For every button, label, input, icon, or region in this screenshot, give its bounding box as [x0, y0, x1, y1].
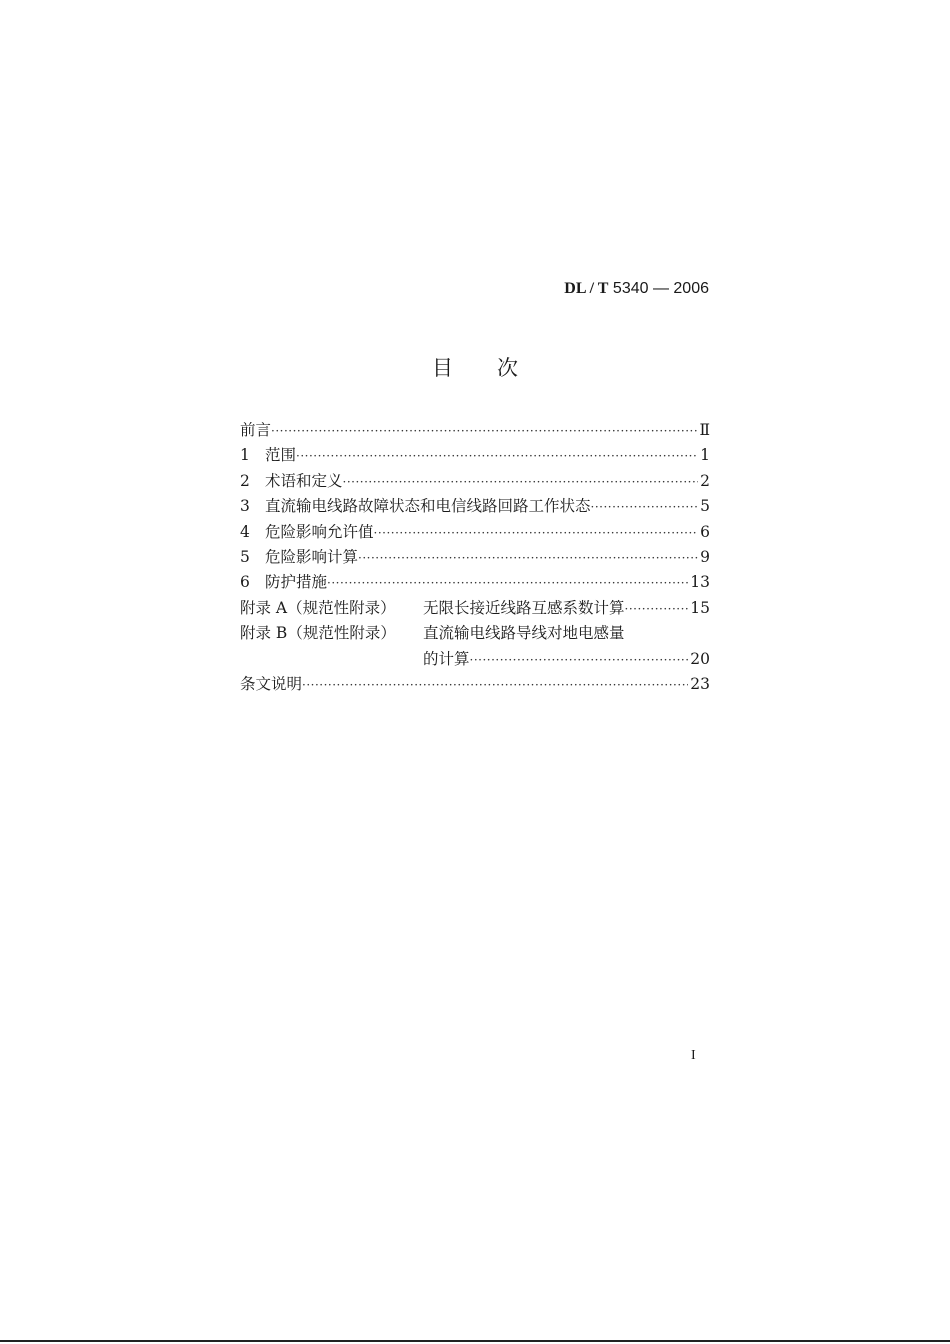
toc-leader-dots: [591, 495, 699, 520]
standard-code-prefix: DL / T: [564, 280, 609, 297]
toc-entry-label: 前言: [240, 421, 272, 439]
toc-entry-explanation[interactable]: [240, 672, 710, 697]
toc-entry-page: 1: [700, 446, 710, 465]
toc-entry-page: Ⅱ: [699, 421, 710, 439]
table-of-contents: [240, 418, 710, 697]
standard-code-number: 5340 — 2006: [612, 280, 709, 297]
toc-entry-number: 2: [240, 471, 250, 490]
toc-entry-3[interactable]: [240, 494, 710, 519]
toc-entry-number: 6: [240, 573, 250, 592]
toc-entry-label: 危险影响计算: [265, 547, 359, 566]
toc-leader-dots: [470, 648, 689, 673]
toc-entry-6[interactable]: [240, 570, 710, 595]
toc-entry-page: 9: [700, 547, 710, 566]
toc-entry-5[interactable]: [240, 545, 710, 570]
toc-entry-label: 范围: [265, 446, 297, 465]
toc-entry-4[interactable]: [240, 520, 710, 545]
toc-entry-1[interactable]: [240, 443, 710, 468]
toc-leader-dots: [327, 571, 688, 596]
toc-leader-dots: [358, 546, 698, 571]
toc-entry-number: 1: [240, 446, 250, 465]
toc-entry-page: 5: [700, 497, 710, 516]
toc-leader-dots: [625, 597, 689, 622]
toc-entry-label: 防护措施: [265, 573, 328, 592]
toc-entry-page: 23: [690, 674, 710, 693]
toc-entry-appendix-b[interactable]: [240, 621, 710, 646]
bottom-rule: [0, 1340, 950, 1342]
toc-entry-foreword[interactable]: [240, 418, 710, 443]
toc-leader-dots: [296, 444, 698, 469]
toc-entry-page: 20: [690, 649, 710, 668]
toc-entry-number: 5: [240, 547, 250, 566]
toc-entry-page: 6: [700, 522, 710, 541]
toc-entry-page: 13: [690, 573, 710, 592]
standard-code: [564, 280, 709, 298]
toc-entry-label: 条文说明: [240, 674, 303, 693]
toc-entry-label: 危险影响允许值: [265, 522, 374, 541]
toc-entry-label: 无限长接近线路互感系数计算: [423, 598, 625, 617]
toc-entry-appendix-b-continued[interactable]: [240, 647, 710, 672]
toc-entry-number: 3: [240, 497, 250, 516]
toc-appendix-prefix: 附录 A（规范性附录）: [240, 598, 396, 617]
toc-entry-appendix-a[interactable]: [240, 596, 710, 621]
toc-leader-dots: [374, 521, 699, 546]
toc-leader-dots: [271, 419, 697, 444]
toc-entry-label: 的计算: [423, 649, 470, 668]
toc-entry-2[interactable]: [240, 469, 710, 494]
toc-entry-number: 4: [240, 522, 250, 541]
toc-leader-dots: [343, 470, 699, 495]
toc-appendix-prefix: 附录 B（规范性附录）: [240, 624, 396, 643]
toc-entry-label: 直流输电线路故障状态和电信线路回路工作状态: [265, 497, 591, 516]
page-number: I: [691, 1048, 696, 1063]
toc-entry-label: 直流输电线路导线对地电感量: [423, 624, 625, 643]
toc-leader-dots: [302, 673, 688, 698]
toc-entry-page: 15: [690, 598, 710, 617]
toc-title: 目次: [432, 356, 562, 380]
toc-entry-label: 术语和定义: [265, 471, 343, 490]
toc-entry-page: 2: [700, 471, 710, 490]
